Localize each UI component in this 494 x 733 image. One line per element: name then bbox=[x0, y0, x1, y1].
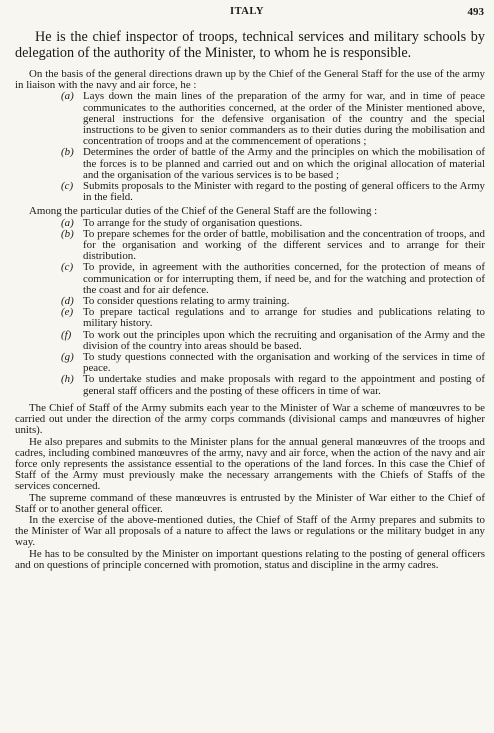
item-text: Lays down the main lines of the preparation of the army for war, and in time of peace communicates to the authorities concerned, at the order of the Minister mentioned above, general instructions for the defensive organisation of the country and the special instructions to be given to senior commanders as to their duties during the mobilisation and concentration of troops and at the commencement of operations ; bbox=[83, 90, 485, 148]
paragraph-annual-manoeuvres: He also prepares and submits to the Minister plans for the annual general manœuvres of the troops and cadres, including combined manœuvres of the army, navy and air force, when the action of the navy and air force only represents the assistance essential to the operations of the land forces. In this case the Chief of Staff of the Army must previously make the necessary arrangements with the Chiefs of Staffs of the services concerned. bbox=[15, 435, 485, 493]
item-marker: (e) bbox=[61, 306, 74, 319]
list-item bbox=[15, 181, 485, 203]
item-marker: (c) bbox=[61, 180, 74, 193]
item-marker: (h) bbox=[61, 373, 74, 386]
lead-paragraph: He is the chief inspector of troops, technical services and military schools by delegation of the authority of the Minister, to whom he is responsible. bbox=[15, 29, 485, 61]
item-marker: (b) bbox=[61, 227, 74, 240]
item-text: To arrange for the study of organisation questions. bbox=[83, 216, 303, 229]
item-text: To prepare schemes for the order of battle, mobilisation and the concentration of troops, and for the organisation and working of the different services and to arrange for their distribution. bbox=[83, 227, 485, 263]
paragraph-supreme-command: The supreme command of these manœuvres is entrusted by the Minister of War either to the Chief of Staff or to another general officer. bbox=[15, 491, 485, 515]
item-marker: (f) bbox=[61, 328, 72, 341]
item-marker: (d) bbox=[61, 295, 74, 308]
item-text: To undertake studies and make proposals with regard to the appointment and posting of general staff officers and the posting of these officers in time of war. bbox=[83, 373, 485, 397]
item-text: To consider questions relating to army training. bbox=[83, 295, 290, 308]
list-item bbox=[15, 91, 485, 147]
page-number: 493 bbox=[467, 6, 484, 18]
list-item bbox=[15, 147, 485, 181]
item-marker: (g) bbox=[61, 351, 74, 364]
running-title: ITALY bbox=[229, 6, 264, 17]
item-marker: (a) bbox=[61, 90, 74, 103]
paragraph-general-directions: On the basis of the general directions drawn up by the Chief of the General Staff for the use of the army in liaison with the navy and air force, he : bbox=[15, 68, 485, 92]
item-text: Determines the order of battle of the Army and the principles on which the mobilisation of the forces is to be planned and carried out and on which the original allocation of material and the organisation of the various services is to be based ; bbox=[83, 146, 485, 181]
list-item bbox=[15, 307, 485, 329]
list-item bbox=[15, 352, 485, 374]
list-item bbox=[15, 229, 485, 263]
list-duties-particular bbox=[15, 218, 485, 397]
item-text: Submits proposals to the Minister with regard to the posting of general officers to the Army in the field. bbox=[83, 180, 485, 204]
list-duties-general bbox=[15, 91, 485, 203]
page-body bbox=[15, 30, 485, 571]
item-text: To work out the principles upon which the recruiting and organisation of the Army and the division of the country into areas should be based. bbox=[83, 328, 485, 352]
paragraph-proposals: In the exercise of the above-mentioned duties, the Chief of Staff of the Army prepares and submits to the Minister of War all proposals of a nature to affect the laws or regulations or the military budget in any way. bbox=[15, 513, 485, 549]
item-text: To study questions connected with the organisation and working of the services in time of peace. bbox=[83, 351, 485, 375]
list-item bbox=[15, 330, 485, 352]
item-text: To provide, in agreement with the authorities concerned, for the protection of means of communication or for interrupting them, if need be, and for the watching and protection of the coast and for air defence. bbox=[83, 261, 485, 296]
paragraph-manoeuvres-scheme: The Chief of Staff of the Army submits each year to the Minister of War a scheme of manœuvres to be carried out under the direction of the army corps commands (divisional camps and manœuvres of higher units). bbox=[15, 401, 485, 437]
item-marker: (c) bbox=[61, 261, 74, 274]
paragraph-consultation: He has to be consulted by the Minister on important questions relating to the posting of general officers and on questions of principle concerned with promotion, status and discipline in the army cadres. bbox=[15, 547, 485, 571]
list-item bbox=[15, 262, 485, 296]
item-marker: (b) bbox=[61, 146, 74, 159]
item-marker: (a) bbox=[61, 216, 74, 229]
item-text: To prepare tactical regulations and to arrange for studies and publications relating to military history. bbox=[83, 306, 485, 330]
paragraph-particular-duties: Among the particular duties of the Chief of the General Staff are the following : bbox=[29, 205, 378, 218]
list-item bbox=[15, 374, 485, 396]
